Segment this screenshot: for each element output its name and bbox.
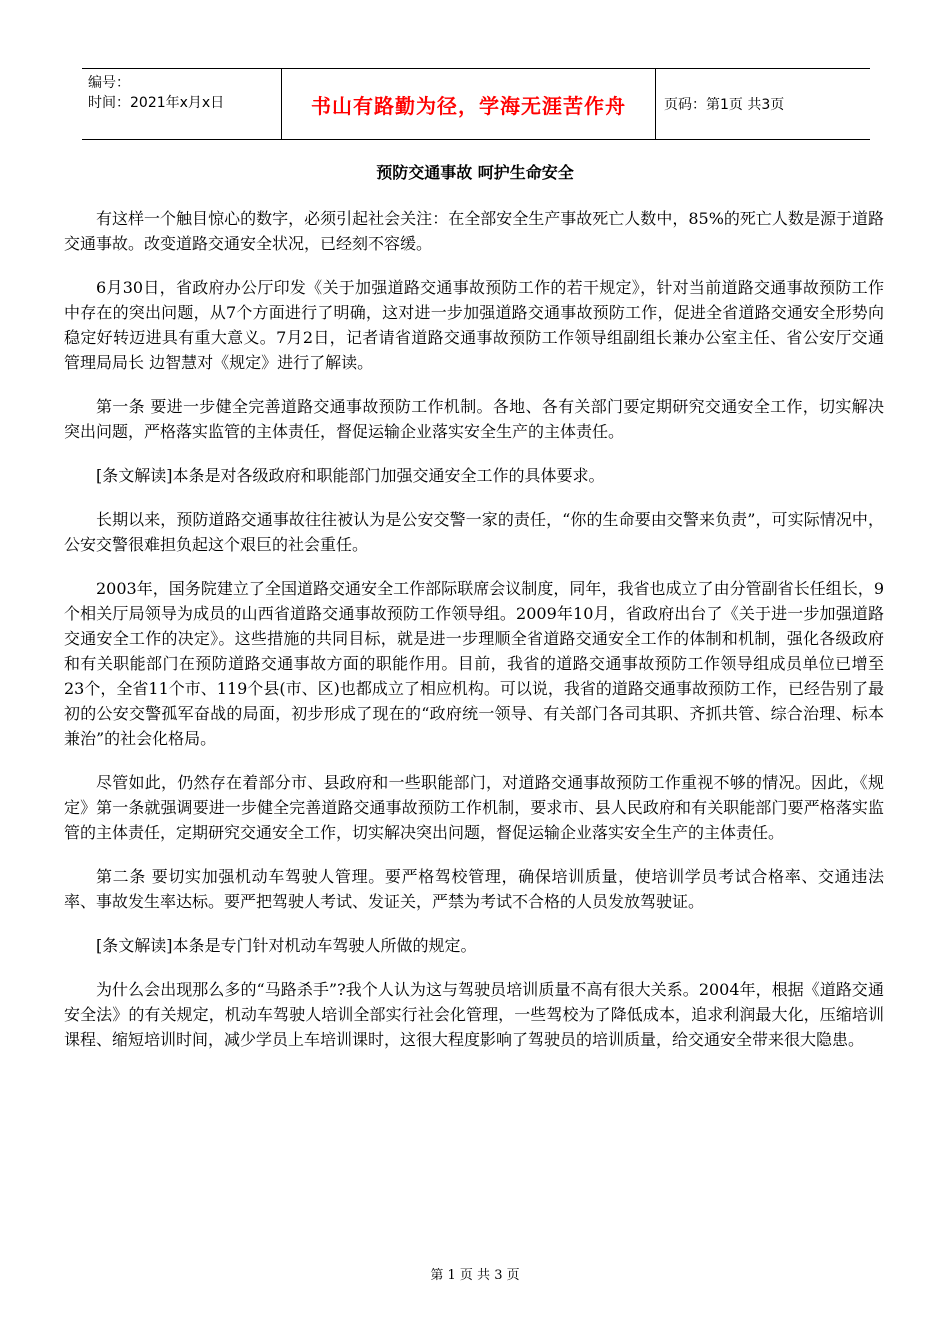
paragraph: 第一条 要进一步健全完善道路交通事故预防工作机制。各地、各有关部门要定期研究交通安全工作，切实解决突出问题，严格落实监管的主体责任，督促运输企业落实安全生产的主体责任。 — [64, 397, 884, 441]
header-page-cell — [656, 69, 870, 139]
paragraph: 2003年，国务院建立了全国道路交通安全工作部际联席会议制度，同年，我省也成立了由分管副省长任组长，9个相关厅局领导为成员的山西省道路交通事故预防工作领导组。2009年10月，省政府出台了《关于进一步加强道路交通安全工作的决定》。这些措施的共同目标，就是进一步理顺全省道路交通安全工作的体制和机制，强化各级政府和有关职能部门在预防道路交通事故方面的职能作用。目前，我省的道路交通事故预防工作领导组成员单位已增至23个，全省11个市、119个县(市、区)也都成立了相应机构。可以说，我省的道路交通事故预防工作，已经告别了最初的公安交警孤军奋战的局面，初步形成了现在的“政府统一领导、有关部门各司其职、齐抓共管、综合治理、标本兼治”的社会化格局。 — [64, 579, 884, 748]
header-left-cell — [82, 69, 282, 139]
document-body — [64, 206, 884, 1071]
header-table — [82, 68, 870, 140]
paragraph: [条文解读]本条是对各级政府和职能部门加强交通安全工作的具体要求。 — [96, 466, 605, 485]
document-time-label: 时间：2021年x月x日 — [88, 95, 225, 111]
header-page-info: 页码：第1页 共3页 — [664, 97, 785, 113]
document-title: 预防交通事故 呵护生命安全 — [376, 163, 574, 182]
paragraph: [条文解读]本条是专门针对机动车驾驶人所做的规定。 — [96, 936, 477, 955]
paragraph: 长期以来，预防道路交通事故往往被认为是公安交警一家的责任，“你的生命要由交警来负责”，可实际情况中，公安交警很难担负起这个艰巨的社会重任。 — [64, 510, 884, 554]
paragraph: 尽管如此，仍然存在着部分市、县政府和一些职能部门，对道路交通事故预防工作重视不够的情况。因此，《规定》第一条就强调要进一步健全完善道路交通事故预防工作机制，要求市、县人民政府和有关职能部门要严格落实监管的主体责任，定期研究交通安全工作，切实解决突出问题，督促运输企业落实安全生产的主体责任。 — [64, 773, 884, 842]
paragraph: 为什么会出现那么多的“马路杀手”?我个人认为这与驾驶员培训质量不高有很大关系。2004年，根据《道路交通安全法》的有关规定，机动车驾驶人培训全部实行社会化管理，一些驾校为了降低成本，追求利润最大化，压缩培训课程、缩短培训时间，减少学员上车培训课时，这很大程度影响了驾驶员的培训质量，给交通安全带来很大隐患。 — [64, 980, 884, 1049]
header-motto-cell — [282, 69, 656, 139]
document-number-label: 编号： — [88, 75, 130, 91]
paragraph: 有这样一个触目惊心的数字，必须引起社会关注：在全部安全生产事故死亡人数中，85%的死亡人数是源于道路交通事故。改变道路交通安全状况，已经刻不容缓。 — [64, 209, 884, 253]
paragraph: 第二条 要切实加强机动车驾驶人管理。要严格驾校管理，确保培训质量，使培训学员考试合格率、交通违法率、事故发生率达标。要严把驾驶人考试、发证关，严禁为考试不合格的人员发放驾驶证。 — [64, 867, 884, 911]
motto-text: 书山有路勤为径，学海无涯苦作舟 — [311, 93, 626, 118]
page-footer: 第 1 页 共 3 页 — [430, 1268, 520, 1283]
paragraph: 6月30日，省政府办公厅印发《关于加强道路交通事故预防工作的若干规定》，针对当前道路交通事故预防工作中存在的突出问题，从7个方面进行了明确，这对进一步加强道路交通事故预防工作，促进全省道路交通安全形势向稳定好转迈进具有重大意义。7月2日，记者请省道路交通事故预防工作领导组副组长兼办公室主任、省公安厅交通管理局局长 边智慧对《规定》进行了解读。 — [64, 278, 884, 372]
